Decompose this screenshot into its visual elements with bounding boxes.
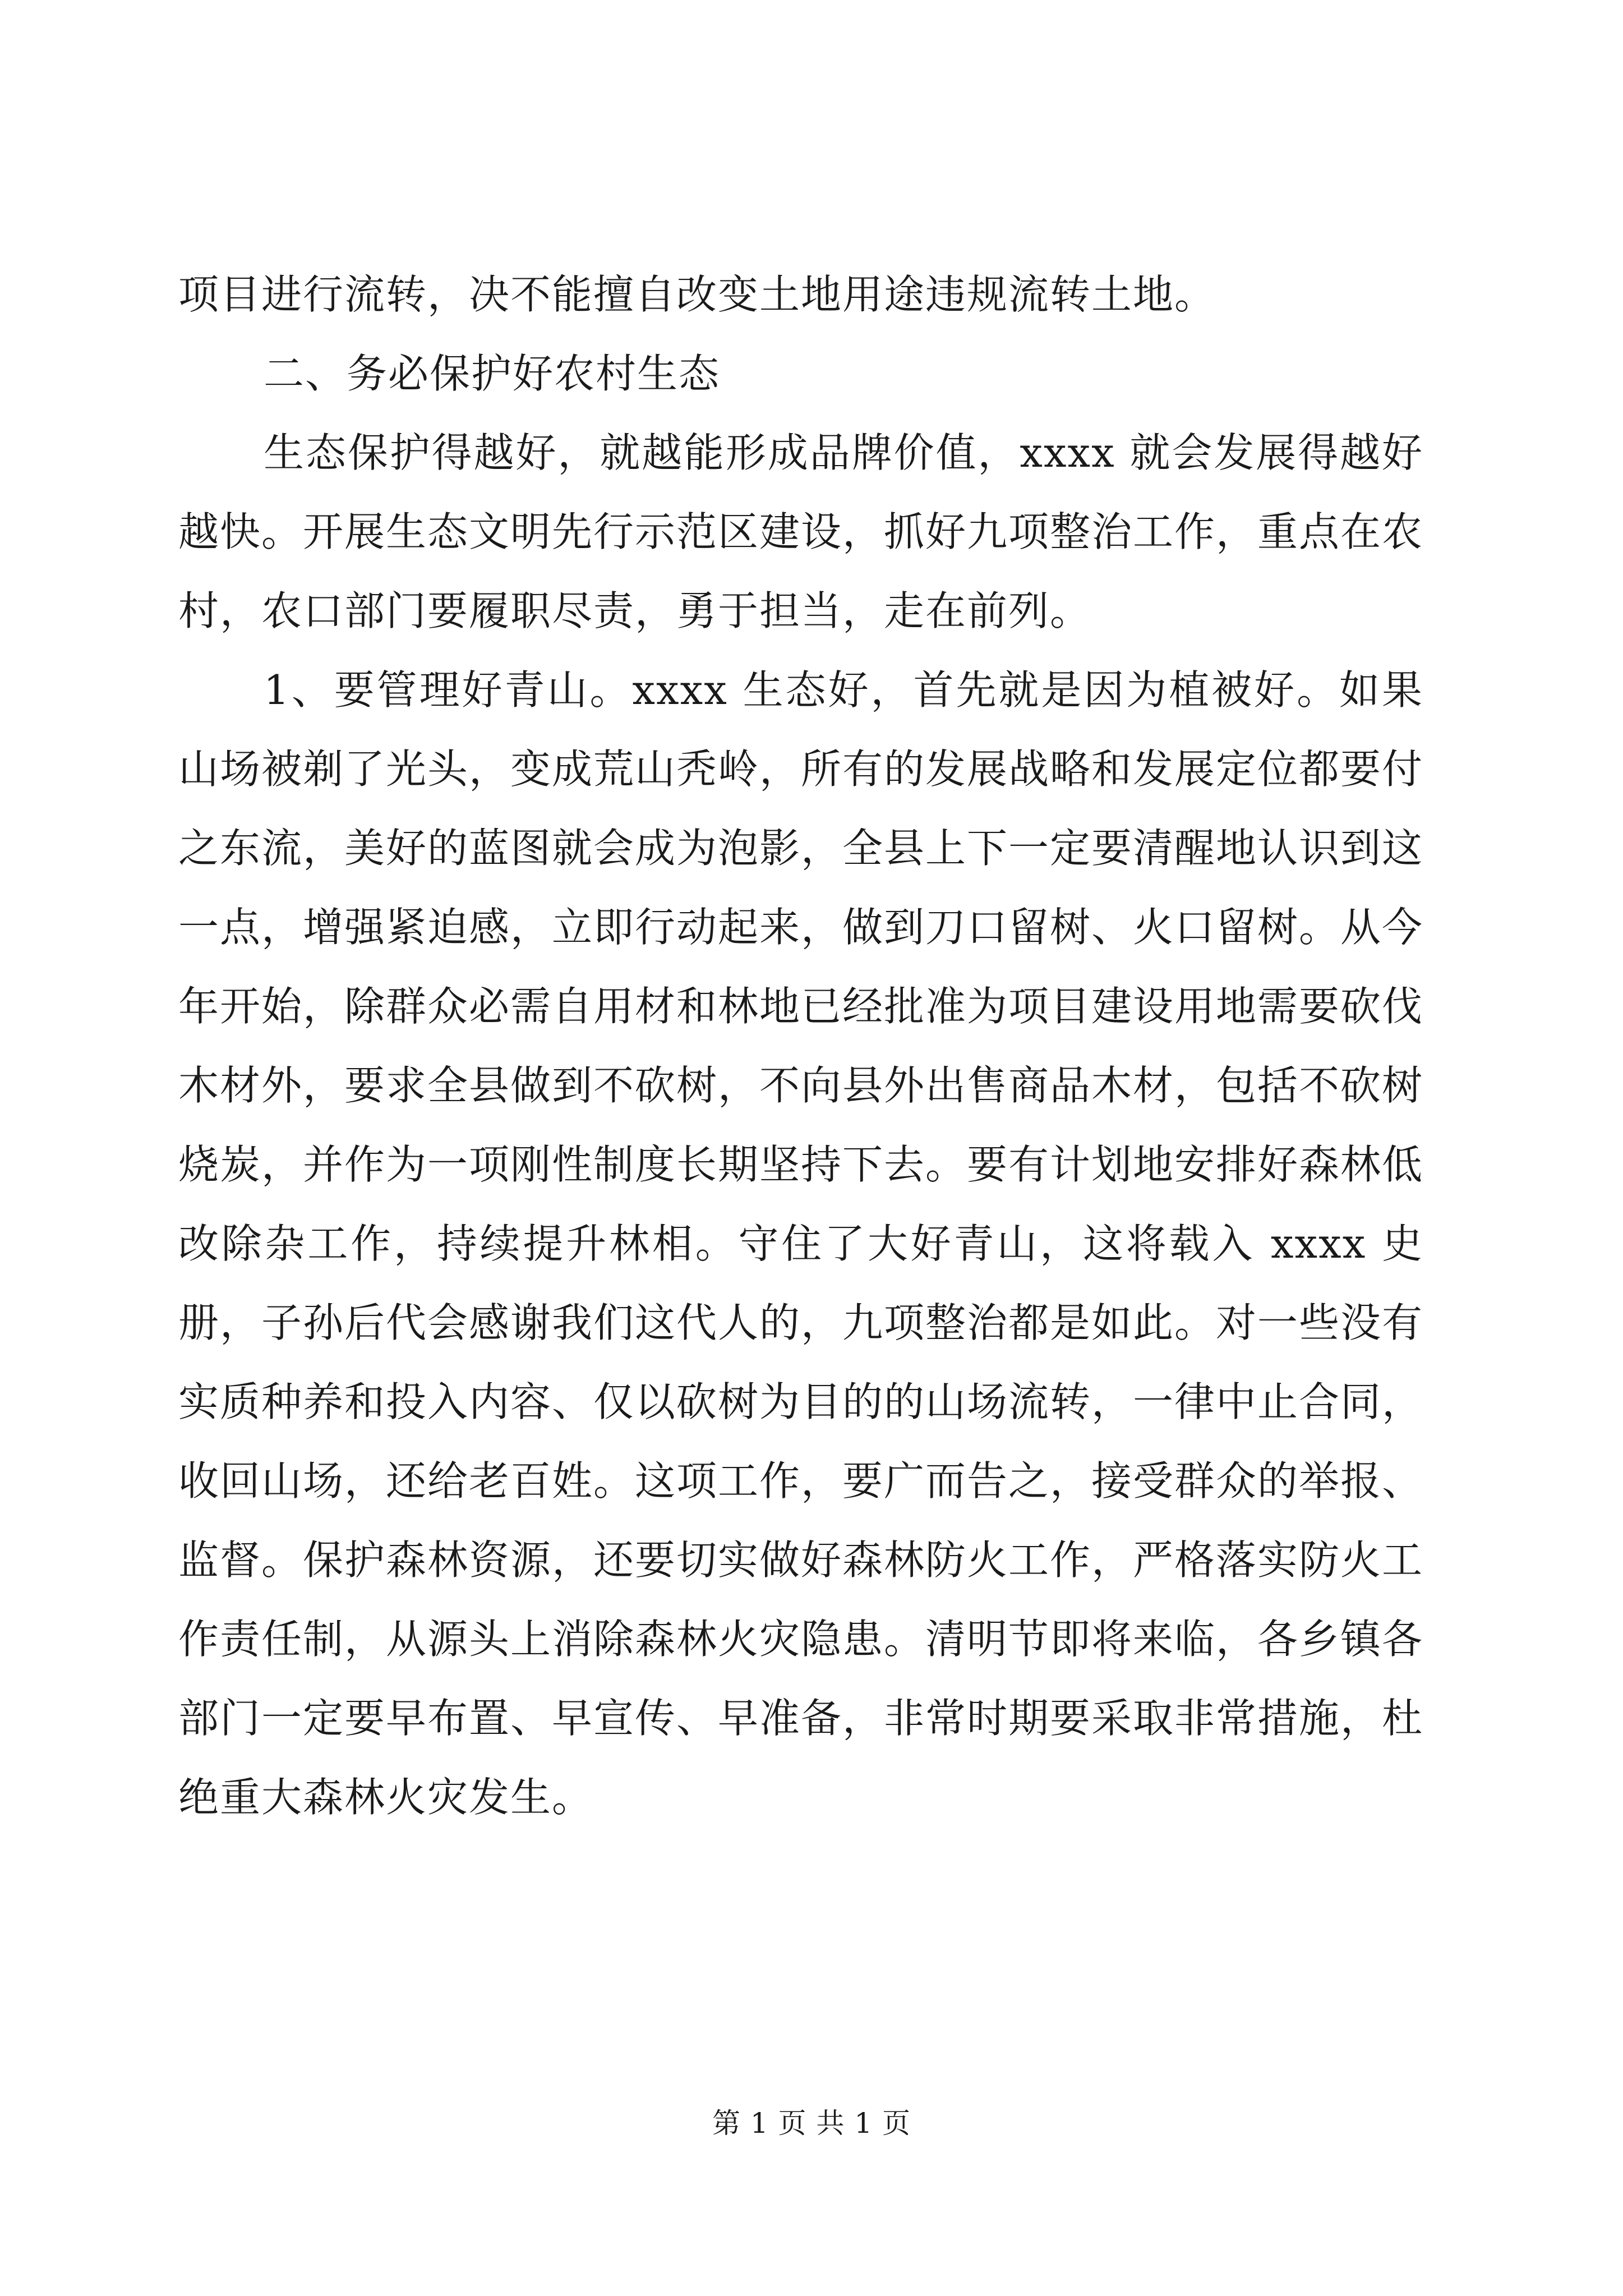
- page-footer: 第 1 页 共 1 页: [712, 2107, 911, 2139]
- paragraph-manage-green-mountains: 1、要管理好青山。xxxx 生态好，首先就是因为植被好。如果山场被剃了光头，变成荒山秃岭，所有的发展战略和发展定位都要付之东流，美好的蓝图就会成为泡影，全县上下一定要清醒地认识到这一点，增强紧迫感，立即行动起来，做到刀口留树、火口留树。从今年开始，除群众必需自用材和林地已经批准为项目建设用地需要砍伐木材外，要求全县做到不砍树，不向县外出售商品木材，包括不砍树烧炭，并作为一项刚性制度长期坚持下去。要有计划地安排好森林低改除杂工作，持续提升林相。守住了大好青山，这将载入 xxxx 史册，子孙后代会感谢我们这代人的，九项整治都是如此。对一些没有实质种养和投入内容、仅以砍树为目的的山场流转，一律中止合同，收回山场，还给老百姓。这项工作，要广而告之，接受群众的举报、监督。保护森林资源，还要切实做好森林防火工作，严格落实防火工作责任制，从源头上消除森林火灾隐患。清明节即将来临，各乡镇各部门一定要早布置、早宣传、早准备，非常时期要采取非常措施，杜绝重大森林火灾发生。: [178, 666, 1424, 1821]
- paragraph-continuation: 项目进行流转，决不能擅自改变土地用途违规流转土地。: [178, 271, 1216, 318]
- section-heading: 二、务必保护好农村生态: [264, 350, 721, 397]
- document-body: [178, 255, 1423, 1837]
- paragraph-ecology-intro: 生态保护得越好，就越能形成品牌价值，xxxx 就会发展得越好越快。开展生态文明先行示范区建设，抓好九项整治工作，重点在农村，农口部门要履职尽责，勇于担当，走在前列。: [178, 429, 1424, 634]
